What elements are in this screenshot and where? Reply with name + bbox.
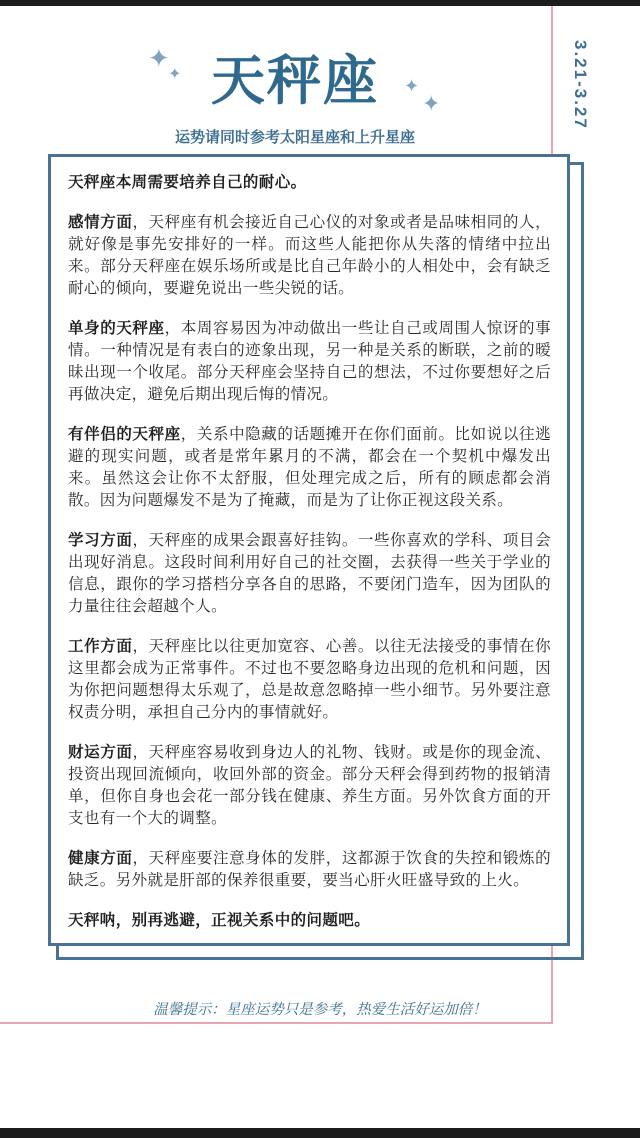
sparkle-icon: ✦ — [404, 76, 420, 97]
section-heading: 健康方面 — [68, 849, 133, 867]
section-text: ，天秤座的成果会跟喜好挂钩。一些你喜欢的学科、项目会出现好消息。这段时间利用好自己的社交圈，去获得一些关于学业的信息，跟你的学习搭档分享各自的思路，不要闭门造车，因为团队的力量往往会超越个人。 — [68, 531, 551, 615]
date-range: 3.21-3.27 — [571, 40, 590, 130]
bottom-edge-bar — [0, 1128, 640, 1138]
section-health — [68, 847, 551, 891]
section-text: ，关系中隐藏的话题摊开在你们面前。比如说以往逃避的现实问题，或者是常年累月的不满，都会在一个契机中爆发出来。虽然这会让你不太舒服，但处理完成之后，所有的顾虑都会消散。因为问题爆发不是为了掩藏，而是为了让你正视这段关系。 — [68, 425, 551, 509]
page-title: 天秤座 — [211, 49, 379, 112]
section-partnered — [68, 423, 551, 511]
pink-horizontal-rule — [0, 1022, 553, 1024]
section-heading: 工作方面 — [68, 637, 133, 655]
section-single — [68, 317, 551, 405]
section-study — [68, 529, 551, 617]
footer-tip: 温馨提示：星座运势只是参考，热爱生活好运加倍！ — [153, 1002, 487, 1018]
closing-line: 天秤呐，别再逃避，正视关系中的问题吧。 — [68, 911, 371, 929]
subtitle: 运势请同时参考太阳星座和上升星座 — [174, 128, 415, 146]
section-text: ，天秤座容易收到身边人的礼物、钱财。或是你的现金流、投资出现回流倾向，收回外部的资金。部分天秤会得到药物的报销清单，但你自身也会花一部分钱在健康、养生方面。另外饮食方面的开支也有一个大的调整。 — [68, 743, 551, 827]
content-panel — [48, 154, 570, 946]
section-love — [68, 211, 551, 299]
section-heading: 学习方面 — [68, 531, 133, 549]
sparkle-icon: ✦ — [422, 92, 441, 117]
sparkle-icon: ✦ — [168, 64, 182, 83]
section-text: ，本周容易因为冲动做出一些让自己或周围人惊讶的事情。一种情况是有表白的迹象出现，另一种是关系的断联，之前的暧昧出现一个收尾。部分天秤座会坚持自己的想法，不过你要想好之后再做决定，避免后期出现后悔的情况。 — [68, 319, 551, 403]
intro-line: 天秤座本周需要培养自己的耐心。 — [68, 173, 307, 191]
section-text: ，天秤座比以往更加宽容、心善。以往无法接受的事情在你这里都会成为正常事件。不过也不要忽略身边出现的危机和问题，因为你把问题想得太乐观了，总是故意忽略掉一些小细节。另外要注意权责分明，承担自己分内的事情就好。 — [68, 637, 551, 721]
section-heading: 单身的天秤座 — [68, 319, 165, 337]
section-work — [68, 635, 551, 723]
section-text: ，天秤座有机会接近自己心仪的对象或者是品味相同的人，就好像是事先安排好的一样。而这些人能把你从失落的情绪中拉出来。部分天秤座在娱乐场所或是比自己年龄小的人相处中，会有缺乏耐心的倾向，要避免说出一些尖锐的话。 — [68, 213, 551, 297]
section-wealth — [68, 741, 551, 829]
section-heading: 感情方面 — [68, 213, 133, 231]
sparkle-icon: ✦ — [148, 44, 170, 74]
section-heading: 有伴侣的天秤座 — [68, 425, 181, 443]
section-text: ，天秤座要注意身体的发胖，这都源于饮食的失控和锻炼的缺乏。另外就是肝部的保养很重要，要当心肝火旺盛导致的上火。 — [68, 849, 551, 889]
section-heading: 财运方面 — [68, 743, 133, 761]
top-edge-bar — [0, 0, 640, 6]
